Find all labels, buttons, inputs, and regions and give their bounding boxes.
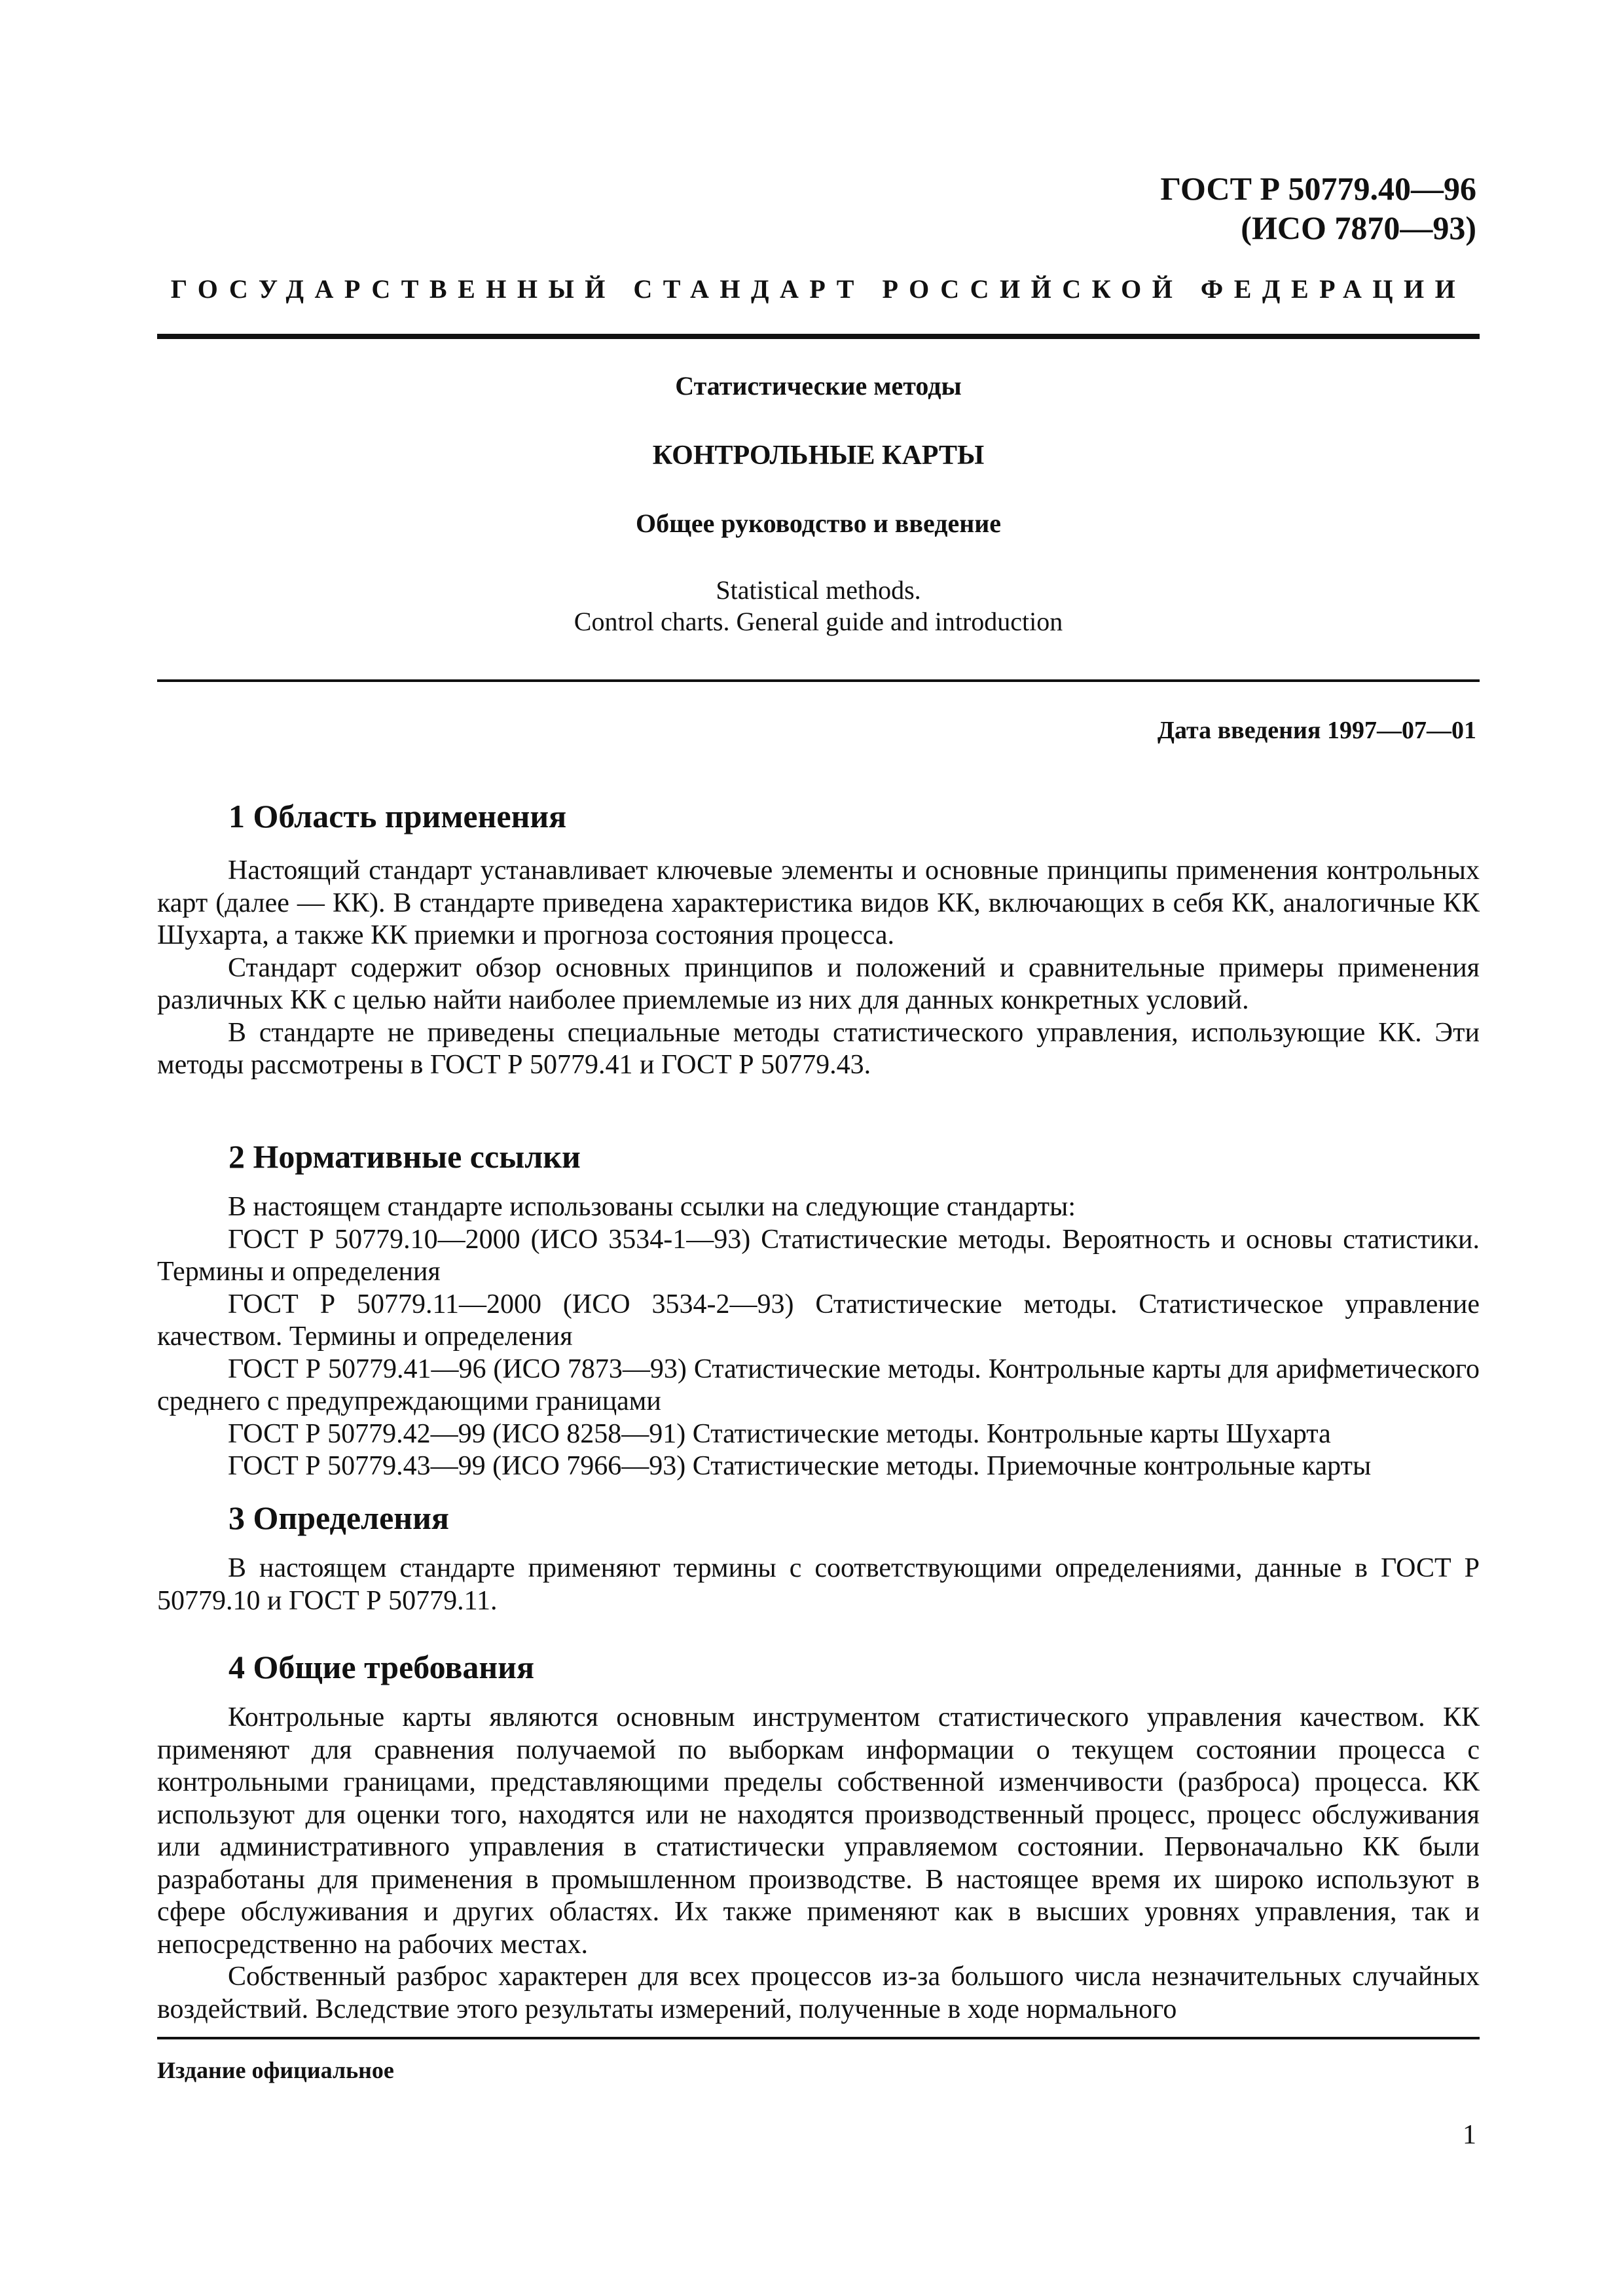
section-1-body [157, 855, 1480, 1082]
header-thick-rule [157, 334, 1480, 339]
section-4-body [157, 1702, 1480, 2026]
section-1-paragraph-3: В стандарте не приведены специальные методы статистического управления, использующие КК. Эти методы рассмотрены в ГОСТ Р 50779.41 и ГОСТ Р 50779.43. [157, 1017, 1480, 1080]
page-number: 1 [1463, 2120, 1476, 2150]
english-title-line2: Control charts. General guide and introduction [574, 607, 1063, 636]
sub-title: Общее руководство и введение [635, 509, 1002, 538]
section-2-heading: 2 Нормативные ссылки [228, 1138, 581, 1175]
title-rule [157, 679, 1480, 682]
english-title-line1: Statistical methods. [716, 575, 921, 605]
edition-note: Издание официальное [157, 2057, 394, 2083]
series-title: Статистические методы [675, 371, 962, 401]
standard-number: ГОСТ Р 50779.40—96 [1160, 170, 1476, 207]
section-4-paragraph-2: Собственный разброс характерен для всех процессов из-за большого числа незначительных случайных воздействий. Вследствие этого результаты измерений, полученные в ходе нормального [157, 1962, 1480, 2024]
date-line: Дата введения 1997—07—01 [1157, 717, 1476, 744]
section-1-heading: 1 Область применения [228, 798, 567, 834]
section-3-heading: 3 Определения [228, 1499, 449, 1536]
iso-number: (ИСО 7870—93) [1241, 209, 1476, 246]
section-4-paragraph-1: Контрольные карты являются основным инструментом статистического управления качеством. КК применяют для сравнения получаемой по выборкам информации о текущем состоянии процесса с контрольными границами, представляющими пределы собственной изменчивости (разброса) процесса. КК используют для оценки того, находятся или не находятся производственный процесс, процесс обслуживания или административного управления в статистически управляемом состоянии. Первоначально КК были разработаны для применения в промышленном производстве. В настоящее время их широко используют в сфере обслуживания и других областях. Их также применяют как в высших уровнях управления, так и непосредственно на рабочих местах. [157, 1702, 1480, 1960]
reference-5: ГОСТ Р 50779.43—99 (ИСО 7966—93) Статистические методы. Приемочные контрольные карты [228, 1451, 1372, 1481]
reference-4: ГОСТ Р 50779.42—99 (ИСО 8258—91) Статистические методы. Контрольные карты Шухарта [228, 1418, 1331, 1449]
section-2-body [157, 1191, 1480, 1483]
section-4-heading: 4 Общие требования [228, 1649, 535, 1685]
footer-rule [157, 2037, 1480, 2039]
section-1-paragraph-1: Настоящий стандарт устанавливает ключевые элементы и основные принципы применения контрольных карт (далее — КК). В стандарте приведена характеристика видов КК, включающих в себя КК, аналогичные КК Шухарта, а также КК приемки и прогноза состояния процесса. [157, 855, 1480, 950]
main-title: КОНТРОЛЬНЫЕ КАРТЫ [652, 440, 985, 471]
reference-3: ГОСТ Р 50779.41—96 (ИСО 7873—93) Статистические методы. Контрольные карты для арифметического среднего с предупреждающими границами [157, 1354, 1480, 1416]
section-3-paragraph-1: В настоящем стандарте применяют термины с соответствующими определениями, данные в ГОСТ Р 50779.10 и ГОСТ Р 50779.11. [157, 1553, 1480, 1616]
reference-2: ГОСТ Р 50779.11—2000 (ИСО 3534-2—93) Статистические методы. Статистическое управление качеством. Термины и определения [157, 1289, 1480, 1352]
section-3-body [157, 1552, 1480, 1617]
section-1-paragraph-2: Стандарт содержит обзор основных принципов и положений и сравнительные примеры применения различных КК с целью найти наиболее приемлемые из них для данных конкретных условий. [157, 952, 1480, 1015]
banner: ГОСУДАРСТВЕННЫЙ СТАНДАРТ РОССИЙСКОЙ ФЕДЕРАЦИИ [170, 274, 1467, 304]
section-2-intro: В настоящем стандарте использованы ссылки на следующие стандарты: [228, 1192, 1076, 1222]
reference-1: ГОСТ Р 50779.10—2000 (ИСО 3534-1—93) Статистические методы. Вероятность и основы статистики. Термины и определения [157, 1224, 1480, 1287]
